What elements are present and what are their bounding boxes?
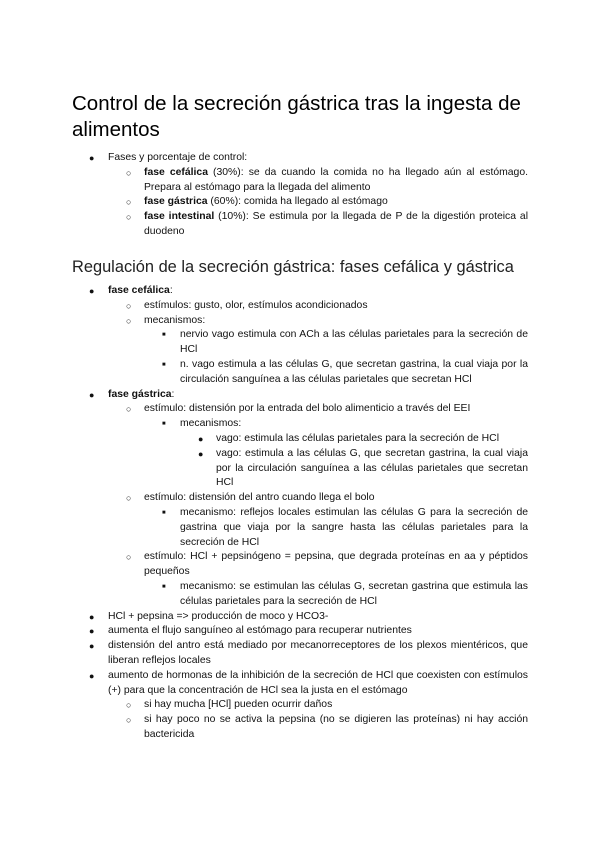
list-item [0, 669, 600, 743]
gastric-mechanism: mecanismo: reflejos locales estimulan las células G para la secreción de gastrina que viaja por la sangre hasta las células parietales para la secreción de HCl [180, 506, 528, 548]
list-item [0, 624, 600, 639]
bullet-circle-icon: ○ [126, 700, 132, 711]
gastric-phase-label: fase gástrica [108, 388, 172, 400]
list-item: ● fase gástrica: ○ estímulo: distensión por la entrada del bolo alimenticio a través del EEI ■ mecanismos: ● vago: estimula las células parietales para la secreción de HCl ● vago: estimula a las células G, que secretan gastrina, la cual viaja por la circulación sanguínea a las células parietales que secretan HCl ○ estímulo: distensión del antro cuando llega el bolo ■ mecanismo: reflejos locales estimulan las células G para la secreción de gastrina que viaja por la sangre hasta las células parietales para la secreción de HCl ○ estímulo: HCl + pepsinógeno = pepsina, que degrada proteínas en aa y péptidos pequeños ■ mecanismo: se estimulan las células G, secretan gastrina que estimula las células parietales para la secreción de HCl [0, 388, 600, 610]
cephalic-mechanism: n. vago estimula a las células G, que secretan gastrina, la cual viaja por la circulación sanguínea a las células parietales que secretan HCl [180, 358, 528, 385]
list-item [0, 151, 600, 240]
gastric-mechanism: mecanismo: se estimulan las células G, secretan gastrina que estimula las células parietales para la secreción de HCl [180, 580, 528, 607]
gastric-sublist [0, 402, 600, 609]
list-item [0, 580, 600, 610]
bullet-square-icon: ■ [162, 332, 166, 339]
list-item [0, 195, 600, 210]
gastric-stimulus: estímulo: distensión por la entrada del bolo alimenticio a través del EEI [144, 403, 471, 415]
list-item [0, 432, 600, 447]
list-item [0, 417, 600, 491]
list-item [0, 491, 600, 550]
bullet-square-icon: ■ [162, 583, 166, 590]
cephalic-stimuli: estímulos: gusto, olor, estímulos acondicionados [144, 299, 368, 311]
bullet-disc-icon: ● [89, 389, 95, 400]
note-text: HCl + pepsina => producción de moco y HCO3- [108, 610, 329, 622]
list-item [0, 328, 600, 358]
gastric-mechanisms-label: mecanismos: [180, 418, 242, 430]
bullet-circle-icon: ○ [126, 715, 132, 726]
list-item [0, 698, 600, 713]
phase-description: : se da cuando la comida no ha llegado aún al estómago. Prepara al estómago para la llegada del alimento [144, 166, 529, 193]
phases-intro: Fases y porcentaje de control: [108, 152, 248, 163]
bullet-circle-icon: ○ [126, 300, 132, 311]
phase-percent: (10%) [214, 211, 246, 223]
bullet-square-icon: ■ [162, 361, 166, 368]
note-text: aumenta el flujo sanguíneo al estómago para recuperar nutrientes [108, 625, 412, 637]
bullet-square-icon: ■ [162, 421, 166, 428]
list-item [0, 447, 600, 491]
phase-name: fase intestinal [144, 211, 215, 223]
bullet-disc-icon: ● [198, 433, 204, 444]
note-text: distensión del antro está mediado por mecanorreceptores de los plexos mientéricos, que liberan reflejos locales [108, 640, 528, 666]
bullet-circle-icon: ○ [126, 212, 132, 223]
gastric-mechanism: vago: estimula a las células G, que secretan gastrina, la cual viaja por la circulación sanguínea a las células parietales que secretan HCl [216, 447, 528, 489]
list-item [0, 166, 600, 196]
bullet-disc-icon: ● [89, 641, 95, 652]
hcl-case: si hay mucha [HCl] pueden ocurrir daños [144, 699, 333, 711]
list-item [0, 506, 600, 550]
bullet-disc-icon: ● [89, 286, 95, 296]
note-text: aumento de hormonas de la inhibición de la secreción de HCl que coexisten con estímulos (+) para que la concentración de HCl sea la justa en el estómago [108, 669, 528, 696]
bullet-circle-icon: ○ [126, 404, 132, 415]
bullet-circle-icon: ○ [126, 315, 132, 326]
hcl-cases-list [0, 698, 600, 742]
list-item [0, 299, 600, 314]
phase-percent: (30%) [207, 166, 241, 178]
regulation-list [0, 284, 600, 743]
list-item [0, 314, 600, 388]
phase-description: : Se estimula por la llegada de P de la digestión proteica al duodeno [144, 211, 529, 237]
bullet-disc-icon: ● [89, 626, 95, 637]
bullet-circle-icon: ○ [126, 552, 132, 563]
section-heading: Regulación de la secreción gástrica: fases cefálica y gástrica [72, 258, 514, 276]
cephalic-phase-label: fase cefálica [108, 285, 170, 296]
cephalic-mechanisms-label: mecanismos: [144, 314, 206, 326]
list-item [0, 358, 600, 388]
bullet-disc-icon: ● [89, 153, 95, 163]
phases-sublist [0, 166, 600, 240]
bullet-disc-icon: ● [198, 448, 204, 459]
list-item [0, 610, 600, 625]
cephalic-mechanisms-list [0, 328, 600, 387]
phase-description: : comida ha llegado al estómago [238, 196, 388, 208]
bullet-circle-icon: ○ [126, 197, 132, 208]
phase-name: fase cefálica [144, 166, 208, 178]
list-item: ● fase cefálica: ○ estímulos: gusto, olor, estímulos acondicionados ○ mecanismos: ■ nervio vago estimula con ACh a las células parietales para la secreción de HCl ■ n. vago estimula a las células G, que secretan gastrina, la cual viaja por la circulación sanguínea a las células parietales que secretan HCl [0, 284, 600, 388]
cephalic-sublist [0, 299, 600, 388]
page-title: Control de la secreción gástrica tras la ingesta de alimentos [72, 92, 521, 141]
phases-list [0, 151, 600, 240]
bullet-square-icon: ■ [162, 509, 166, 516]
hcl-case: si hay poco no se activa la pepsina (no se digieren las proteínas) ni hay acción bactericida [144, 714, 528, 740]
list-item [0, 550, 600, 609]
bullet-circle-icon: ○ [126, 167, 132, 178]
list-item [0, 402, 600, 491]
bullet-disc-icon: ● [89, 611, 95, 622]
list-item [0, 713, 600, 743]
phase-percent: (60%) [207, 196, 239, 208]
phase-name: fase gástrica [144, 196, 208, 208]
gastric-mechanism: vago: estimula las células parietales para la secreción de HCl [216, 432, 499, 444]
list-item [0, 639, 600, 669]
gastric-stimulus: estímulo: distensión del antro cuando llega el bolo [144, 492, 375, 504]
bullet-disc-icon: ● [89, 670, 95, 681]
bullet-circle-icon: ○ [126, 493, 132, 504]
cephalic-mechanism: nervio vago estimula con ACh a las células parietales para la secreción de HCl [180, 329, 528, 356]
gastric-stimulus: estímulo: HCl + pepsinógeno = pepsina, que degrada proteínas en aa y péptidos pequeños [144, 551, 528, 578]
list-item [0, 210, 600, 240]
